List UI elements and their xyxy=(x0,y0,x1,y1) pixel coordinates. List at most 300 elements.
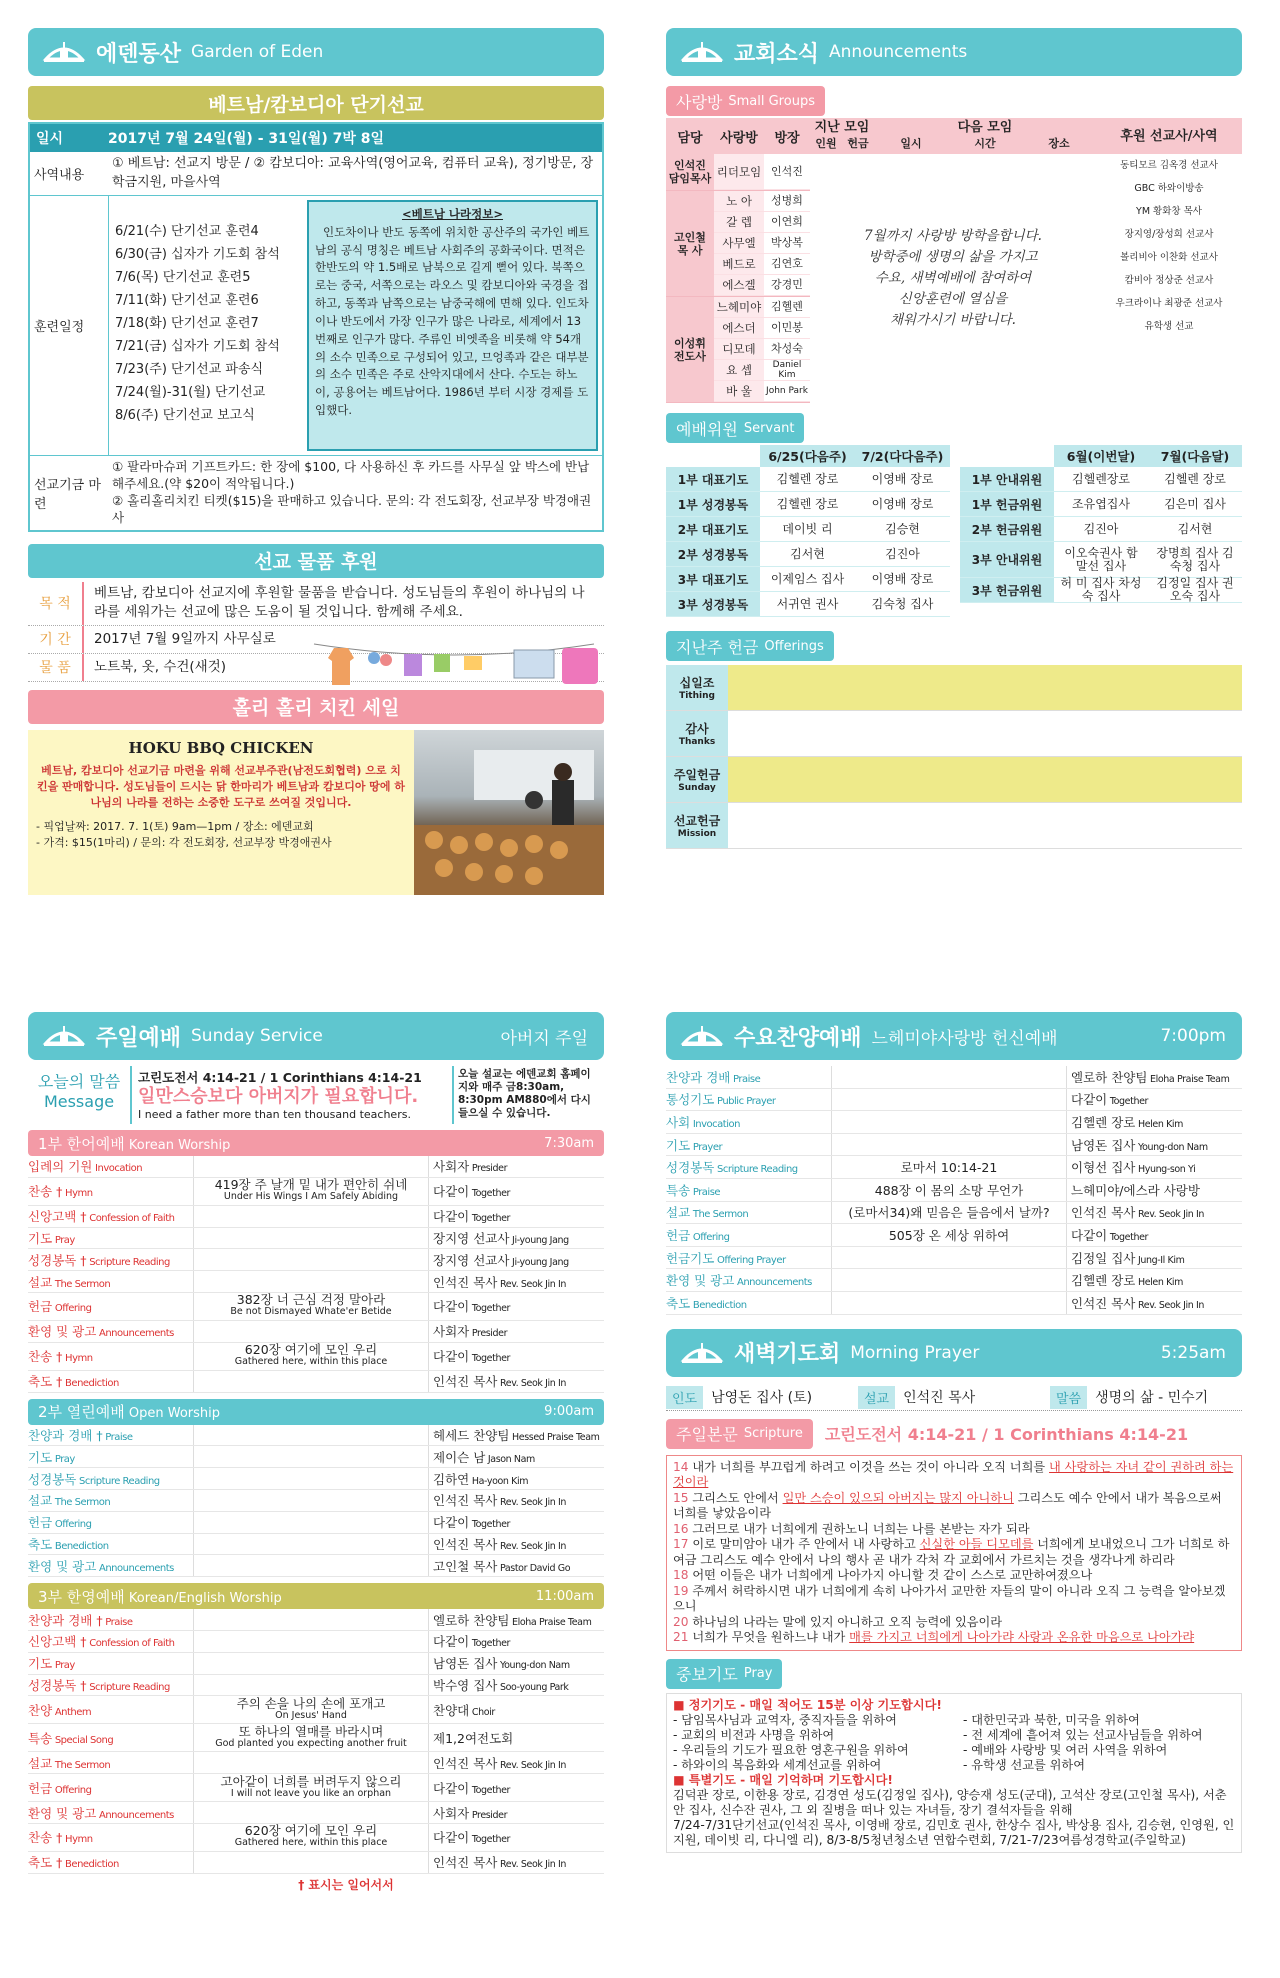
mission-item: YM 황화창 목사 xyxy=(1136,206,1202,217)
wed-order-content: 505장 온 세상 위하여 xyxy=(831,1224,1067,1246)
dawn-item xyxy=(1050,1386,1242,1409)
group-name: 디모데 xyxy=(714,339,764,359)
order-item: 입례의 기원 Invocation xyxy=(28,1159,143,1175)
group-host: 이연희 xyxy=(771,215,803,228)
servant-role: 1부 헌금위원 xyxy=(960,492,1054,516)
dawn-time: 5:25am xyxy=(1160,1342,1226,1363)
order-person: 장지영 선교사 Ji-young Jang xyxy=(433,1230,569,1246)
sunday-theme-day: 아버지 주일 xyxy=(500,1028,588,1049)
wed-order-content xyxy=(831,1089,1067,1111)
order-item: 환영 및 광고 Announcements xyxy=(28,1324,174,1340)
wed-order-person: 인석진 목사 Rev. Seok Jin In xyxy=(1071,1295,1205,1311)
order-item: 설교 The Sermon xyxy=(28,1755,111,1771)
scripture-ref: 고린도전서 4:14-21 / 1 Corinthians 4:14-21 xyxy=(824,1425,1189,1445)
servant-row xyxy=(960,578,1242,603)
wed-order-person: 다같이 Together xyxy=(1071,1227,1149,1243)
verse-number: 15 xyxy=(673,1490,693,1505)
order-person: 인석진 목사 Rev. Seok Jin In xyxy=(433,1274,567,1290)
servant-row xyxy=(960,542,1242,578)
offering-row xyxy=(666,803,1242,849)
wed-order-row xyxy=(666,1202,1242,1225)
wed-order-item: 사회 Invocation xyxy=(666,1114,740,1130)
message-label-en: Message xyxy=(43,1092,115,1111)
wed-order-row xyxy=(666,1111,1242,1134)
order-person: 제1,2여전도회 xyxy=(433,1730,514,1746)
order-content xyxy=(193,1468,429,1489)
group-name: 노 아 xyxy=(714,191,764,211)
order-row xyxy=(28,1824,604,1852)
church-icon xyxy=(680,1021,724,1051)
order-content xyxy=(193,1206,429,1227)
order-item: 성경봉독 † Scripture Reading xyxy=(28,1677,170,1693)
order-item: 신앙고백 † Confession of Faith xyxy=(28,1209,175,1225)
dawn-value: 남영돈 집사 (토) xyxy=(711,1390,813,1407)
order-content xyxy=(193,1675,429,1696)
chicken-photo xyxy=(414,730,604,895)
order-item: 찬송 † Hymn xyxy=(28,1830,93,1846)
servant-name: 김서현 xyxy=(790,546,825,561)
order-item: 축도 † Benediction xyxy=(28,1374,119,1390)
group-name: 베드로 xyxy=(714,254,764,274)
order-item: 찬송 † Hymn xyxy=(28,1184,93,1200)
order-row xyxy=(28,1512,604,1534)
order-person: 다같이 Together xyxy=(433,1515,511,1531)
servant-name: 김헬렌장로 xyxy=(1072,471,1130,486)
schedule-item: 7/18(화) 단기선교 훈련7 xyxy=(115,316,259,331)
order-person: 다같이 Together xyxy=(433,1634,511,1650)
servant-row xyxy=(666,467,950,492)
wed-order-content: 로마서 10:14-21 xyxy=(831,1156,1067,1178)
order-content xyxy=(193,1631,429,1652)
message-ref: 고린도전서 4:14-21 / 1 Corinthians 4:14-21 xyxy=(138,1070,422,1085)
servant-row xyxy=(960,492,1242,517)
group-host: John Park xyxy=(766,386,808,396)
wed-order-item: 특송 Praise xyxy=(666,1182,721,1198)
group-host: 성병희 xyxy=(771,194,803,207)
group-row xyxy=(714,212,810,233)
order-content: 주의 손을 나의 손에 포개고 On Jesus' Hand xyxy=(193,1696,429,1723)
schedule-list xyxy=(108,196,303,455)
wed-order-item: 통성기도 Public Prayer xyxy=(666,1092,776,1108)
order-person: 남영돈 집사 Young-don Nam xyxy=(433,1656,570,1672)
goods-label: 물 품 xyxy=(28,654,84,681)
group-name: 에스더 xyxy=(714,318,764,338)
order-person: 엘로하 찬양팀 Eloha Praise Team xyxy=(433,1612,592,1628)
wed-order-person: 김정일 집사 Jung-Il Kim xyxy=(1071,1250,1185,1266)
sunday-header xyxy=(28,1012,604,1060)
servant-row xyxy=(666,542,950,567)
order-item: 헌금 Offering xyxy=(28,1299,92,1315)
servant-row xyxy=(666,592,950,617)
servant-name: 김헬렌 장로 xyxy=(776,471,839,486)
servant-header-row: 6/25(다음주) 7/2(다다음주) xyxy=(666,445,950,467)
prayer-item: - 전 세계에 흩어져 있는 선교사님들을 위하여 xyxy=(963,1727,1203,1742)
group-row xyxy=(714,297,810,318)
servant-name: 데이빗 리 xyxy=(782,521,833,536)
mission-table xyxy=(28,122,604,532)
special-prayer-heading: ■ 특별기도 - 매일 기억하며 기도합시다! xyxy=(673,1772,893,1787)
mission-item: 볼리비아 이찬화 선교사 xyxy=(1120,252,1218,263)
order-content xyxy=(193,1271,429,1292)
message-label: 오늘의 말씀 xyxy=(37,1072,121,1091)
dawn-value: 생명의 삶 - 민수기 xyxy=(1095,1390,1209,1407)
group-leader: 고인철 목 사 xyxy=(666,191,714,296)
wednesday-subtitle: 느헤미야사랑방 헌신예배 xyxy=(871,1028,1058,1049)
offering-row xyxy=(666,665,1242,711)
servant-name: 장명희 집사 김숙청 집사 xyxy=(1156,545,1234,573)
order-person: 인석진 목사 Rev. Seok Jin In xyxy=(433,1536,567,1552)
order-item: 찬양과 경배 † Praise xyxy=(28,1427,133,1443)
order-row xyxy=(28,1321,604,1343)
wed-order-content: 488장 이 몸의 소망 무언가 xyxy=(831,1179,1067,1201)
group-leader: 인석진 담임목사 xyxy=(666,154,714,190)
order-content xyxy=(193,1802,429,1823)
goods-table xyxy=(28,582,604,682)
group-row xyxy=(714,254,810,275)
dawn-value: 인석진 목사 xyxy=(903,1390,976,1407)
offering-amount xyxy=(728,665,1242,710)
order-person: 박수영 집사 Soo-young Park xyxy=(433,1677,569,1693)
eden-section xyxy=(28,28,604,895)
pray-tab: 중보기도 Pray xyxy=(666,1659,782,1689)
group-leader: 이성휘 전도사 xyxy=(666,297,714,402)
group-host: 인석진 xyxy=(771,164,803,178)
order-row xyxy=(28,1156,604,1178)
servant-role: 3부 안내위원 xyxy=(960,542,1054,577)
servant-role: 3부 성경봉독 xyxy=(666,592,760,616)
servant-name: 김진아 xyxy=(885,546,920,561)
pray-box xyxy=(666,1693,1242,1853)
wed-order-row xyxy=(666,1247,1242,1270)
wed-order-row xyxy=(666,1134,1242,1157)
verse: 17 이로 말미암아 내가 주 안에서 내 사랑하고 신실한 아들 디모데를 너희에게 보내었으니 그가 너희로 하여금 그리스도 예수 안에서 나의 행사 곧 내가 각처 각 교회에서 가르치는 것을 생각나게 하리라 xyxy=(673,1537,1230,1567)
order-person: 김하연 Ha-yoon Kim xyxy=(433,1471,529,1487)
order-item: 설교 The Sermon xyxy=(28,1493,111,1509)
group-host: 김연호 xyxy=(771,257,803,270)
wed-order-item: 기도 Prayer xyxy=(666,1137,723,1153)
scripture-tab: 주일본문 Scripture xyxy=(666,1419,813,1449)
wed-order-person: 다같이 Together xyxy=(1071,1092,1149,1108)
servant-header-row: 6월(이번달) 7월(다음달) xyxy=(960,445,1242,467)
goods-row xyxy=(28,582,604,626)
servant-role: 3부 대표기도 xyxy=(666,567,760,591)
dawn-title: 새벽기도회 xyxy=(734,1342,841,1368)
order-row xyxy=(28,1371,604,1393)
prayer-item: - 대한민국과 북한, 미국을 위하여 xyxy=(963,1712,1140,1727)
servant-role: 2부 대표기도 xyxy=(666,517,760,541)
chicken-brand: HOKU BBQ CHICKEN xyxy=(128,738,314,757)
wed-order-row xyxy=(666,1089,1242,1112)
servant-row xyxy=(666,567,950,592)
schedule-item: 6/30(금) 십자가 기도회 참석 xyxy=(115,247,280,262)
order-row xyxy=(28,1631,604,1653)
order-row xyxy=(28,1343,604,1371)
schedule-item: 7/23(주) 단기선교 파송식 xyxy=(115,362,264,377)
servant-name: 김정일 집사 권오숙 집사 xyxy=(1156,576,1234,603)
chicken-info-line: - 픽업날짜: 2017. 7. 1(토) 9am—1pm / 장소: 에덴교회 xyxy=(36,820,314,834)
wed-order-item: 헌금 Offering xyxy=(666,1227,730,1243)
prayer-item: - 예배와 사랑방 및 여러 사역을 위하여 xyxy=(963,1742,1168,1757)
mission-title: 베트남/캄보디아 단기선교 xyxy=(28,86,604,120)
order-person: 제이슨 남 Jason Nam xyxy=(433,1449,535,1465)
order-row xyxy=(28,1178,604,1206)
eden-subtitle: Garden of Eden xyxy=(191,42,324,62)
goods-value: 2017년 7월 9일까지 사무실로 xyxy=(94,630,276,647)
servant-name: 조유엽집사 xyxy=(1072,496,1130,511)
order-person: 인석진 목사 Rev. Seok Jin In xyxy=(433,1374,567,1390)
order-content: 620장 여기에 모인 우리 Gathered here, within this place xyxy=(193,1343,429,1370)
order-person: 인석진 목사 Rev. Seok Jin In xyxy=(433,1493,567,1509)
order-row xyxy=(28,1696,604,1724)
verse-highlight: 일만 스승이 있으되 아버지는 많지 아니하니 xyxy=(782,1490,1014,1505)
verse: 20 하나님의 나라는 말에 있지 아니하고 오직 능력에 있음이라 xyxy=(673,1614,1003,1629)
order-content: 419장 주 날개 밑 내가 편안히 쉬네 Under His Wings I Am Safely Abiding xyxy=(193,1178,429,1205)
order-row xyxy=(28,1425,604,1447)
group-name: 에스겔 xyxy=(714,275,764,295)
verse-number: 19 xyxy=(673,1583,693,1598)
dawn-label: 인도 xyxy=(666,1386,703,1409)
group-row xyxy=(714,360,810,381)
group-host: 이민봉 xyxy=(771,321,803,334)
order-row xyxy=(28,1446,604,1468)
dawn-label: 설교 xyxy=(858,1386,895,1409)
mission-item: GBC 하와이방송 xyxy=(1134,183,1204,194)
message-theme-en: I need a father more than ten thousand teachers. xyxy=(138,1108,411,1121)
servant-name: 서귀연 권사 xyxy=(776,596,839,611)
message-box xyxy=(28,1066,604,1124)
wed-order-content xyxy=(831,1111,1067,1133)
wed-order-item: 환영 및 광고 Announcements xyxy=(666,1273,812,1289)
servant-role: 3부 헌금위원 xyxy=(960,578,1054,602)
group-name: 리더모임 xyxy=(714,154,764,189)
order-content xyxy=(193,1249,429,1270)
servant-name: 이영배 장로 xyxy=(871,471,934,486)
vietnam-info-title: <베트남 나라정보> xyxy=(401,207,504,221)
order-person: 찬양대 Choir xyxy=(433,1702,495,1718)
order-person: 다같이 Together xyxy=(433,1830,511,1846)
prayer-item: - 담임목사님과 교역자, 중직자들을 위하여 xyxy=(673,1712,897,1727)
prayer-item: - 하와이의 복음화와 세계선교를 위하여 xyxy=(673,1757,882,1772)
standing-footnote: † 표시는 일어서서 xyxy=(298,1877,394,1892)
servant-role: 2부 헌금위원 xyxy=(960,517,1054,541)
dawn-label: 말씀 xyxy=(1050,1386,1087,1409)
group-row xyxy=(714,275,810,296)
servant-name: 김진아 xyxy=(1083,521,1119,536)
wed-order-content xyxy=(831,1292,1067,1314)
offering-label: 십일조 Tithing xyxy=(666,665,728,710)
order-row xyxy=(28,1752,604,1774)
servant-name: 김은미 집사 xyxy=(1164,496,1226,511)
group-row xyxy=(714,233,810,254)
wed-order-item: 축도 Benediction xyxy=(666,1295,747,1311)
offering-row xyxy=(666,757,1242,803)
verse-highlight: 신실한 아들 디모데를 xyxy=(919,1537,1034,1552)
clothesline-illustration xyxy=(304,636,604,692)
group-name: 요 셉 xyxy=(714,360,764,380)
verse-number: 16 xyxy=(673,1521,693,1536)
scripture-box xyxy=(666,1455,1242,1651)
wed-order-row xyxy=(666,1156,1242,1179)
order-person: 장지영 선교사 Ji-young Jang xyxy=(433,1252,569,1268)
verse: 21 너희가 무엇을 원하느냐 내가 매를 가지고 너희에게 나아가랴 사랑과 온유한 마음으로 나아가랴 xyxy=(673,1630,1195,1645)
prayer-item: - 우리들의 기도가 필요한 영혼구원을 위하여 xyxy=(673,1742,909,1757)
order-person: 다같이 Together xyxy=(433,1299,511,1315)
date-label: 일시 xyxy=(36,131,64,147)
group-name: 사무엘 xyxy=(714,233,764,253)
goods-value: 베트남, 캄보디아 선교지에 후원할 물품을 받습니다. 성도님들의 후원이 하나님의 나라를 세워가는 선교에 많은 도움이 될 것입니다. 함께해 주세요. xyxy=(94,585,585,620)
order-content xyxy=(193,1534,429,1555)
verse: 18 어떤 이들은 내가 너희에게 나아가지 아니할 것 같이 스스로 교만하여졌으나 xyxy=(673,1568,1093,1583)
wed-order-person: 엘로하 찬양팀 Eloha Praise Team xyxy=(1071,1069,1230,1085)
announcements-title: 교회소식 xyxy=(734,41,820,67)
wed-order-content xyxy=(831,1269,1067,1291)
order-item: 헌금 Offering xyxy=(28,1515,92,1531)
vietnam-info-box xyxy=(307,200,598,451)
order-item: 기도 Pray xyxy=(28,1230,75,1246)
order-person: 사회자 Presider xyxy=(433,1805,508,1821)
group-host: 김헬렌 xyxy=(771,300,803,313)
groups-notice: 7월까지 사랑방 방학을합니다. 방학중에 생명의 삶을 가지고 수요, 새벽예배에 참여하여 신앙훈련에 열심을 채워가시기 바랍니다. xyxy=(864,228,1042,328)
dawn-subtitle: Morning Prayer xyxy=(850,1342,980,1363)
order-content: 고아같이 너희를 버려두지 않으리 I will not leave you like an orphan xyxy=(193,1774,429,1801)
wed-order-row xyxy=(666,1066,1242,1089)
regular-prayer-heading: ■ 정기기도 - 매일 적어도 15분 이상 기도합시다! xyxy=(673,1697,942,1712)
order-row xyxy=(28,1490,604,1512)
chicken-title: 홀리 홀리 치킨 세일 xyxy=(28,690,604,724)
order-content xyxy=(193,1490,429,1511)
order-item: 기도 Pray xyxy=(28,1656,75,1672)
dawn-item xyxy=(858,1386,1050,1409)
radio-notice: 오늘 설교는 에덴교회 홈페이지와 매주 금8:30am, 8:30pm AM880에서 다시 들으실 수 있습니다. xyxy=(458,1068,591,1119)
wednesday-time: 7:00pm xyxy=(1160,1026,1226,1046)
offering-label: 주일헌금 Sunday xyxy=(666,757,728,802)
verse: 15 그리스도 안에서 일만 스승이 있으되 아버지는 많지 아니하니 그리스도 예수 안에서 내가 복음으로써 너희를 낳았음이라 xyxy=(673,1490,1222,1521)
order-row xyxy=(28,1271,604,1293)
order-content xyxy=(193,1653,429,1674)
order-person: 사회자 Presider xyxy=(433,1324,508,1340)
groups-tab: 사랑방 Small Groups xyxy=(666,86,825,116)
servant-name: 이영배 장로 xyxy=(871,496,934,511)
chicken-info-line: - 가격: $15(1마리) / 문의: 각 전도회장, 선교부장 박경애권사 xyxy=(36,836,332,849)
group-host: 강경민 xyxy=(771,278,803,291)
servant-row xyxy=(960,467,1242,492)
order-content xyxy=(193,1752,429,1773)
order-row xyxy=(28,1534,604,1556)
servant-name: 김승현 xyxy=(885,521,920,536)
group-block xyxy=(666,191,810,297)
wed-order-row xyxy=(666,1269,1242,1292)
order-row xyxy=(28,1249,604,1271)
order-item: 환영 및 광고 Announcements xyxy=(28,1558,174,1574)
wednesday-title: 수요찬양예배 xyxy=(734,1025,862,1051)
order-content: 382장 너 근심 걱정 말아라 Be not Dismayed Whate'er Betide xyxy=(193,1293,429,1320)
offering-label: 선교헌금 Mission xyxy=(666,803,728,848)
group-row xyxy=(714,154,810,190)
group-row xyxy=(714,191,810,212)
prayer-item: - 교회의 비전과 사명을 위하여 xyxy=(673,1727,835,1742)
vietnam-info-text: 인도차이나 반도 동쪽에 위치한 공산주의 국가인 베트남의 공식 명칭은 베트남 사회주의 공화국이다. 면적은 한반도의 약 1.5배로 남북으로 길게 뻗어 있다. 북쪽으로는 중국, 서쪽으로는 라오스 및 캄보디아와 국경을 접하고, 동쪽과 남쪽으로는 남중국해에 면해 있다. 인도차이나 반도에서 가장 인구가 많은 나라로, 세계에서 13번째로 인구가 많다. 주류인 비엣족을 비롯해 약 54개의 소수 민족으로 구성되어 있고, 므엉족과 같은 대부분의 소수 민족은 주로 산악지대에서 산다. 수도는 하노이, 공용어는 베트남어다. 1986년 부터 시장 경제를 도입했다. xyxy=(315,224,590,417)
servant-role: 1부 안내위원 xyxy=(960,467,1054,491)
groups-header-row: 담당 사랑방 방장 지난 모임 인원 헌금 다음 모임 일시 시간 장소 후원 선교사/사역 xyxy=(666,118,1242,154)
servant-row xyxy=(666,492,950,517)
wed-order-row xyxy=(666,1179,1242,1202)
verse-number: 18 xyxy=(673,1568,693,1583)
order-item: 헌금 Offering xyxy=(28,1780,92,1796)
schedule-item: 7/11(화) 단기선교 훈련6 xyxy=(115,293,259,308)
servant-row xyxy=(666,517,950,542)
order-person: 다같이 Together xyxy=(433,1780,511,1796)
order-person: 인석진 목사 Rev. Seok Jin In xyxy=(433,1855,567,1871)
servant-tab: 예배위원 Servant xyxy=(666,413,804,443)
wed-order-person: 느헤미야/에스라 사랑방 xyxy=(1071,1182,1200,1198)
order-content xyxy=(193,1555,429,1576)
content-value: ① 베트남: 선교지 방문 / ② 캄보디아: 교육사역(영어교육, 컴퓨터 교육), 정기방문, 장학금지원, 마을사역 xyxy=(112,156,594,190)
fund-text: ① 팔라마슈퍼 기프트카드: 한 장에 $100, 다 사용하신 후 카드를 사무실 앞 박스에 반납해주세요.(약 $20이 적악됩니다.) ② 홀리홀리치킨 티켓($15)을 판매하고 있습니다. 문의: 각 전도회장, 선교부장 박경애권사 xyxy=(112,459,592,525)
order-content xyxy=(193,1446,429,1467)
group-row xyxy=(714,318,810,339)
order-content: 또 하나의 열매를 바라시며 God planted you expecting another fruit xyxy=(193,1724,429,1751)
eden-header xyxy=(28,28,604,76)
wed-order-content xyxy=(831,1134,1067,1156)
special-prayer-text: 김덕관 장로, 이한용 장로, 김경연 성도(김정일 집사), 양승재 성도(군대), 고석산 장로(고인철 목사), 서춘안 집사, 신수잔 권사, 그 외 질병을 떠나 있는 자녀들, 장기 결석자들을 위해 7/24-7/31단기선교(인석진 목사, 이영배 장로, 김민호 권사, 한상수 집사, 박상용 집사, 김승현, 인영원, 인지원, 데이빗 리, 다니엘 리), 8/3-8/5청년청소년 연합수련회, 7/21-7/23여름성경학교(주일학교) xyxy=(673,1787,1235,1847)
chicken-box xyxy=(28,730,604,895)
verse-number: 17 xyxy=(673,1537,693,1552)
wed-order-content: (로마서34)왜 믿음은 들음에서 날까? xyxy=(831,1202,1067,1224)
schedule-item: 8/6(주) 단기선교 보고식 xyxy=(115,408,255,423)
wed-order-item: 설교 The Sermon xyxy=(666,1205,749,1221)
dawn-item xyxy=(666,1386,858,1409)
groups-table xyxy=(666,118,1242,403)
verse-number: 20 xyxy=(673,1614,693,1629)
goods-label: 기 간 xyxy=(28,626,84,653)
order-person: 헤세드 찬양팀 Hessed Praise Team xyxy=(433,1427,600,1443)
order-content xyxy=(193,1156,429,1177)
servant-name: 이영배 장로 xyxy=(871,571,934,586)
offering-row xyxy=(666,711,1242,757)
order-row xyxy=(28,1653,604,1675)
order-content xyxy=(193,1371,429,1392)
schedule-label: 훈련일정 xyxy=(34,320,85,335)
order-row xyxy=(28,1206,604,1228)
order-person: 다같이 Together xyxy=(433,1184,511,1200)
announcements-section xyxy=(666,28,1242,849)
order-person: 다같이 Together xyxy=(433,1349,511,1365)
service-header: 3부 한영예배 Korean/English Worship 11:00am xyxy=(28,1583,604,1609)
wed-order-item: 찬양과 경배 Praise xyxy=(666,1069,761,1085)
wed-order-person: 남영돈 집사 Young-don Nam xyxy=(1071,1137,1208,1153)
fund-label: 선교기금 마련 xyxy=(34,477,101,512)
mission-item: 동티모르 김옥경 선교사 xyxy=(1120,160,1218,171)
wednesday-header xyxy=(666,1012,1242,1060)
goods-label: 목 적 xyxy=(28,582,84,625)
schedule-item: 7/21(금) 십자가 기도회 참석 xyxy=(115,339,280,354)
offering-amount xyxy=(728,757,1242,802)
group-row xyxy=(714,381,810,402)
order-item: 신앙고백 † Confession of Faith xyxy=(28,1634,175,1650)
wed-order-person: 김헬렌 장로 Helen Kim xyxy=(1071,1114,1184,1130)
offering-tab: 지난주 헌금 Offerings xyxy=(666,631,834,661)
message-theme: 일만스승보다 아버지가 필요합니다. xyxy=(138,1086,419,1107)
order-row xyxy=(28,1774,604,1802)
wed-order-item: 헌금기도 Offering Prayer xyxy=(666,1250,786,1266)
sunday-title: 주일예배 xyxy=(96,1025,182,1051)
servant-name: 허 미 집사 차성숙 집사 xyxy=(1060,576,1142,603)
verse-number: 14 xyxy=(673,1459,693,1474)
offering-amount xyxy=(728,711,1242,756)
announcements-header xyxy=(666,28,1242,76)
order-content xyxy=(193,1425,429,1446)
servant-name: 김헬렌 장로 xyxy=(776,496,839,511)
